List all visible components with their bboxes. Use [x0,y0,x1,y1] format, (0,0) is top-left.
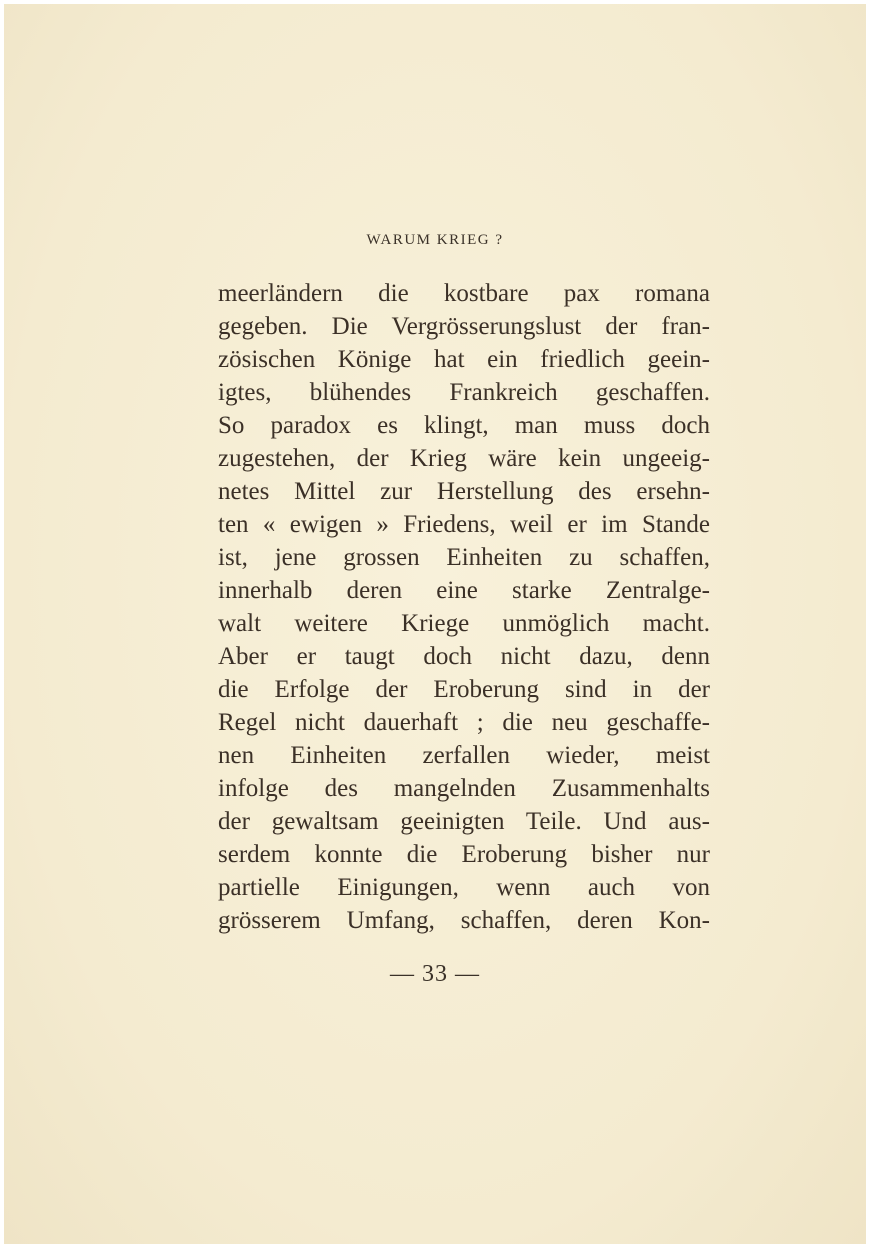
text-line: meerländern die kostbare pax romana [218,280,710,307]
text-line: die Erfolge der Eroberung sind in der [218,676,710,703]
text-line: igtes, blühendes Frankreich geschaffen. [218,379,710,406]
text-line: Aber er taugt doch nicht dazu, denn [218,643,710,670]
text-line: zösischen Könige hat ein friedlich geein- [218,346,710,373]
text-line: Regel nicht dauerhaft ; die neu geschaffe- [218,709,710,736]
text-line: ten « ewigen » Friedens, weil er im Stande [218,511,710,538]
book-page [4,4,866,1244]
text-line: partielle Einigungen, wenn auch von [218,874,710,901]
text-line: grösserem Umfang, schaffen, deren Kon- [218,907,710,934]
text-line: zugestehen, der Krieg wäre kein ungeeig- [218,445,710,472]
text-line: ist, jene grossen Einheiten zu schaffen, [218,544,710,571]
text-line: walt weitere Kriege unmöglich macht. [218,610,710,637]
text-line: innerhalb deren eine starke Zentralge- [218,577,710,604]
text-line: der gewaltsam geeinigten Teile. Und aus- [218,808,710,835]
running-head: WARUM KRIEG ? [366,232,504,248]
text-line: serdem konnte die Eroberung bisher nur [218,841,710,868]
text-line: So paradox es klingt, man muss doch [218,412,710,439]
text-line: infolge des mangelnden Zusammenhalts [218,775,710,802]
text-line: nen Einheiten zerfallen wieder, meist [218,742,710,769]
text-line: gegeben. Die Vergrösserungslust der fran- [218,313,710,340]
text-line: netes Mittel zur Herstellung des ersehn- [218,478,710,505]
body-text [218,277,710,937]
page-number: — 33 — [390,961,480,987]
